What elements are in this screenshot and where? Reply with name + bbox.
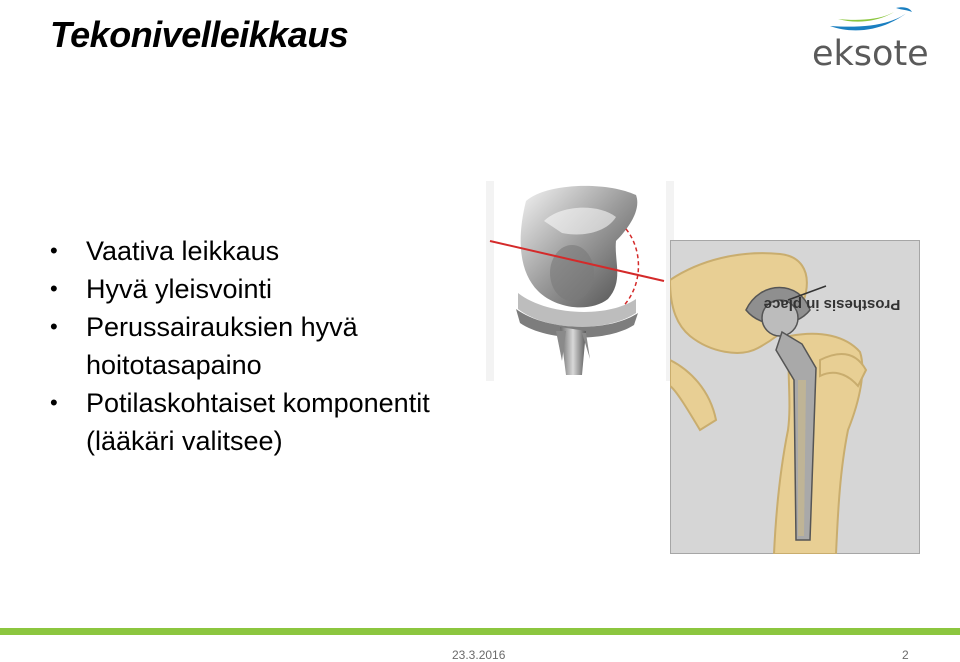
logo-text: eksote <box>812 34 929 74</box>
bullet-dot-icon: • <box>50 390 58 415</box>
bullet-item: • Hyvä yleisvointi <box>48 270 448 308</box>
page-number: 2 <box>902 648 909 662</box>
bullet-item: • Perussairauksien hyvä hoitotasapaino <box>48 308 448 384</box>
footer-accent-bar <box>0 628 960 635</box>
bullet-item: • Vaativa leikkaus <box>48 232 448 270</box>
bullet-dot-icon: • <box>50 276 58 301</box>
bullet-list <box>48 232 448 460</box>
slide-title: Tekonivelleikkaus <box>50 14 349 55</box>
eksote-logo <box>812 4 929 74</box>
bullet-dot-icon: • <box>50 314 58 339</box>
prosthesis-annotation: Prosthesis in place <box>763 296 901 313</box>
bullet-item: • Potilaskohtaiset komponentit (lääkäri valitsee) <box>48 384 448 460</box>
hip-prosthesis-image <box>670 240 920 554</box>
footer-date: 23.3.2016 <box>452 648 506 662</box>
knee-prosthesis-image <box>486 181 674 381</box>
bullet-dot-icon: • <box>50 238 58 263</box>
